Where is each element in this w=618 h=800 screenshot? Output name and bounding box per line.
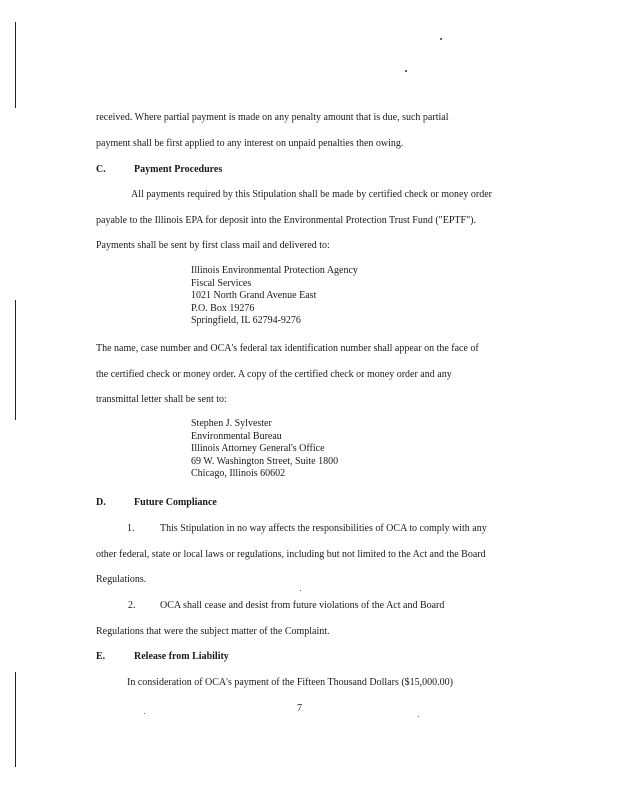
body-line: payment shall be first applied to any interest on unpaid penalties then owing. bbox=[96, 138, 404, 149]
body-line: In consideration of OCA's payment of the Fifteen Thousand Dollars ($15,000.00) bbox=[127, 677, 454, 688]
section-c-title: Payment Procedures bbox=[134, 164, 223, 175]
body-line: All payments required by this Stipulation shall be made by certified check or money order bbox=[131, 189, 493, 200]
correspondence-address-block bbox=[191, 418, 338, 481]
address-line: Illinois Environmental Protection Agency bbox=[191, 265, 358, 276]
section-c-letter: C. bbox=[96, 164, 106, 175]
section-d-letter: D. bbox=[96, 497, 106, 508]
body-line: The name, case number and OCA's federal tax identification number shall appear on the face of bbox=[96, 343, 479, 354]
scan-edge-middle bbox=[15, 300, 16, 420]
address-line: 1021 North Grand Avenue East bbox=[191, 290, 317, 301]
body-line: Regulations. bbox=[96, 574, 147, 585]
scan-speck bbox=[300, 590, 301, 591]
page-number: 7 bbox=[297, 703, 302, 714]
body-line: received. Where partial payment is made on any penalty amount that is due, such partial bbox=[96, 112, 449, 123]
item-number: 1. bbox=[127, 523, 135, 534]
body-line: transmittal letter shall be sent to: bbox=[96, 394, 227, 405]
body-line: payable to the Illinois EPA for deposit into the Environmental Protection Trust Fund ("EPTF"). bbox=[96, 215, 476, 226]
address-line: Illinois Attorney General's Office bbox=[191, 443, 325, 454]
address-line: 69 W. Washington Street, Suite 1800 bbox=[191, 455, 339, 467]
body-line: the certified check or money order. A copy of the certified check or money order and any bbox=[96, 369, 452, 380]
body-line: OCA shall cease and desist from future violations of the Act and Board bbox=[160, 600, 445, 611]
address-line: Fiscal Services bbox=[191, 277, 252, 289]
section-e-letter: E. bbox=[96, 651, 106, 662]
scan-edge-top bbox=[15, 22, 16, 108]
section-d-title: Future Compliance bbox=[134, 497, 217, 508]
body-line: other federal, state or local laws or regulations, including but not limited to the Act and the Board bbox=[96, 549, 486, 560]
address-line: Chicago, Illinois 60602 bbox=[191, 468, 286, 479]
scan-speck bbox=[405, 70, 407, 72]
body-line: Payments shall be sent by first class mail and delivered to: bbox=[96, 240, 330, 251]
address-line: P.O. Box 19276 bbox=[191, 302, 255, 314]
item-number: 2. bbox=[128, 600, 136, 611]
scan-speck bbox=[144, 713, 145, 714]
body-line: This Stipulation in no way affects the responsibilities of OCA to comply with any bbox=[160, 523, 487, 534]
address-line: Environmental Bureau bbox=[191, 430, 282, 442]
body-line: Regulations that were the subject matter of the Complaint. bbox=[96, 626, 330, 637]
address-line: Stephen J. Sylvester bbox=[191, 418, 272, 429]
payment-address-block bbox=[191, 265, 358, 328]
section-e-title: Release from Liability bbox=[134, 651, 229, 662]
scan-speck bbox=[440, 38, 442, 40]
scan-speck bbox=[418, 716, 419, 717]
scan-edge-bottom bbox=[15, 672, 16, 767]
address-line: Springfield, IL 62794-9276 bbox=[191, 315, 301, 326]
